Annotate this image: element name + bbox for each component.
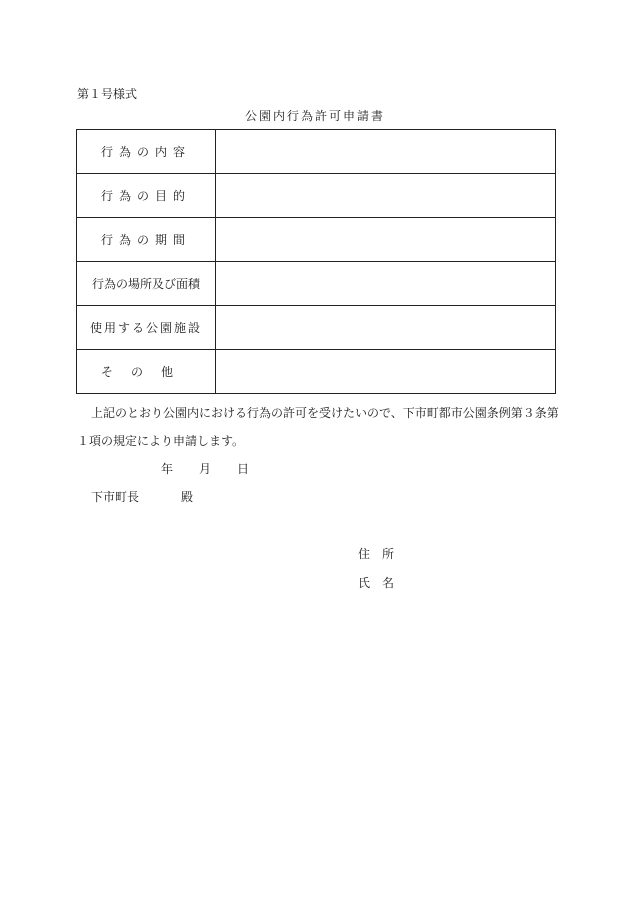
row-value-purpose[interactable] <box>216 174 556 218</box>
date-month: 月 <box>199 462 212 476</box>
row-label-content: 行為の内容 <box>77 130 216 174</box>
applicant-address-label: 住 所 <box>358 547 395 561</box>
addressee-name: 下市町長 <box>91 490 140 504</box>
table-row <box>77 262 556 306</box>
date-year: 年 <box>161 462 174 476</box>
date-line <box>161 460 249 477</box>
row-value-facility[interactable] <box>216 306 556 350</box>
form-number: 第１号様式 <box>77 87 138 101</box>
row-label-purpose: 行為の目的 <box>77 174 216 218</box>
date-day: 日 <box>237 462 250 476</box>
table-row <box>77 350 556 394</box>
body-text-line-2: １項の規定により申請します。 <box>77 434 245 448</box>
application-table <box>76 129 556 394</box>
row-value-other[interactable] <box>216 350 556 394</box>
addressee <box>91 488 193 505</box>
applicant-name-label: 氏 名 <box>358 576 395 590</box>
table-row <box>77 130 556 174</box>
row-value-location-area[interactable] <box>216 262 556 306</box>
table-row <box>77 306 556 350</box>
row-value-content[interactable] <box>216 130 556 174</box>
addressee-honorific: 殿 <box>181 490 194 504</box>
row-label-facility: 使用する公園施設 <box>77 306 216 350</box>
table-row <box>77 174 556 218</box>
row-value-period[interactable] <box>216 218 556 262</box>
body-text-line-1: 上記のとおり公園内における行為の許可を受けたいので、下市町都市公園条例第３条第 <box>91 406 559 420</box>
row-label-location-area: 行為の場所及び面積 <box>77 262 216 306</box>
document-title: 公園内行為許可申請書 <box>244 109 385 123</box>
row-label-other: その他 <box>77 350 216 394</box>
table-row <box>77 218 556 262</box>
row-label-period: 行為の期間 <box>77 218 216 262</box>
